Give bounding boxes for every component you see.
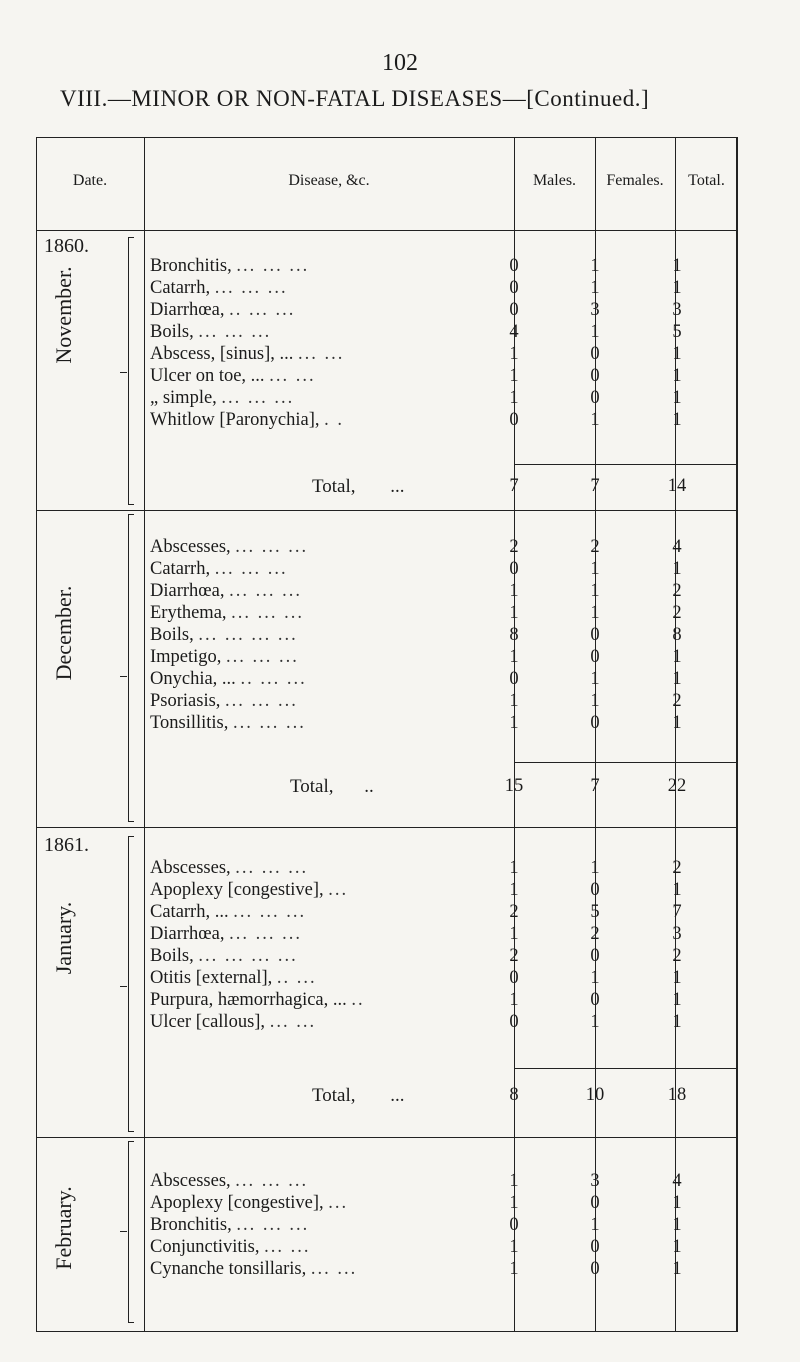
females-value: 0 bbox=[590, 946, 600, 966]
table-row bbox=[0, 278, 800, 300]
total-value: 1 bbox=[672, 1012, 682, 1032]
total-label: Total, ... bbox=[312, 476, 405, 497]
females-value: 1 bbox=[590, 603, 600, 623]
total-row bbox=[0, 476, 800, 498]
females-value: 3 bbox=[590, 300, 600, 320]
table-row bbox=[0, 990, 800, 1012]
males-value: 0 bbox=[509, 1012, 519, 1032]
year-label: 1861. bbox=[44, 834, 89, 856]
total-row bbox=[0, 1085, 800, 1107]
total-value: 4 bbox=[672, 537, 682, 557]
table-row bbox=[0, 410, 800, 432]
females-value: 0 bbox=[590, 1259, 600, 1279]
males-value: 1 bbox=[509, 990, 519, 1010]
males-value: 1 bbox=[509, 1171, 519, 1191]
table-row bbox=[0, 946, 800, 968]
total-value: 1 bbox=[672, 713, 682, 733]
disease-name: Psoriasis, ... ... ... bbox=[150, 691, 298, 711]
females-value: 3 bbox=[590, 1171, 600, 1191]
total-rule bbox=[514, 1068, 738, 1069]
females-value: 0 bbox=[590, 880, 600, 900]
disease-name: Tonsillitis, ... ... ... bbox=[150, 713, 306, 733]
disease-name: Abscesses, ... ... ... bbox=[150, 858, 309, 878]
males-value: 0 bbox=[509, 559, 519, 579]
table-row bbox=[0, 300, 800, 322]
table-row bbox=[0, 1215, 800, 1237]
disease-name: Catarrh, ... ... ... bbox=[150, 559, 288, 579]
males-value: 1 bbox=[509, 603, 519, 623]
month-label-november: November. bbox=[51, 266, 76, 364]
table-row bbox=[0, 603, 800, 625]
total-value: 1 bbox=[672, 344, 682, 364]
males-value: 1 bbox=[509, 647, 519, 667]
table-row bbox=[0, 388, 800, 410]
table-row bbox=[0, 669, 800, 691]
males-value: 0 bbox=[509, 410, 519, 430]
section-rule-november bbox=[36, 510, 738, 511]
males-value: 1 bbox=[509, 713, 519, 733]
total-value: 2 bbox=[672, 858, 682, 878]
table-row bbox=[0, 537, 800, 559]
females-value: 0 bbox=[590, 1237, 600, 1257]
males-value: 1 bbox=[509, 691, 519, 711]
disease-name: Otitis [external], .. ... bbox=[150, 968, 317, 988]
females-value: 1 bbox=[590, 256, 600, 276]
total-value: 1 bbox=[672, 669, 682, 689]
males-total: 15 bbox=[504, 776, 524, 796]
total-value: 1 bbox=[672, 559, 682, 579]
table-row bbox=[0, 1171, 800, 1193]
males-value: 2 bbox=[509, 946, 519, 966]
total-value: 4 bbox=[672, 1171, 682, 1191]
year-label: 1860. bbox=[44, 235, 89, 257]
females-value: 5 bbox=[590, 902, 600, 922]
males-value: 1 bbox=[509, 344, 519, 364]
total-value: 2 bbox=[672, 691, 682, 711]
disease-name: Conjunctivitis, ... ... bbox=[150, 1237, 311, 1257]
table-row bbox=[0, 713, 800, 735]
males-value: 1 bbox=[509, 924, 519, 944]
total-value: 7 bbox=[672, 902, 682, 922]
table-row bbox=[0, 1237, 800, 1259]
males-value: 2 bbox=[509, 902, 519, 922]
table-row bbox=[0, 858, 800, 880]
month-label-january: January. bbox=[51, 901, 76, 975]
disease-name: Ulcer on toe, ... ... ... bbox=[150, 366, 316, 386]
table-row bbox=[0, 968, 800, 990]
disease-name: Diarrhœa, ... ... ... bbox=[150, 924, 302, 944]
males-total: 8 bbox=[509, 1085, 519, 1105]
total-value: 1 bbox=[672, 278, 682, 298]
disease-name: Apoplexy [congestive], ... bbox=[150, 1193, 349, 1213]
disease-name: Abscesses, ... ... ... bbox=[150, 537, 309, 557]
total-value: 1 bbox=[672, 1193, 682, 1213]
total-value: 1 bbox=[672, 410, 682, 430]
month-label-december: December. bbox=[51, 585, 76, 681]
females-total: 7 bbox=[590, 776, 600, 796]
males-value: 1 bbox=[509, 1237, 519, 1257]
total-value: 3 bbox=[672, 300, 682, 320]
disease-name: Catarrh, ... ... ... ... bbox=[150, 902, 307, 922]
females-value: 1 bbox=[590, 581, 600, 601]
females-value: 1 bbox=[590, 1215, 600, 1235]
disease-name: „ simple, ... ... ... bbox=[150, 388, 295, 408]
males-value: 8 bbox=[509, 625, 519, 645]
females-value: 1 bbox=[590, 278, 600, 298]
females-value: 1 bbox=[590, 669, 600, 689]
total-rule bbox=[514, 762, 738, 763]
col-head-total: Total. bbox=[688, 172, 725, 189]
disease-name: Diarrhœa, .. ... ... bbox=[150, 300, 296, 320]
total-value: 3 bbox=[672, 924, 682, 944]
females-value: 1 bbox=[590, 968, 600, 988]
col-head-males: Males. bbox=[532, 172, 577, 189]
table-row bbox=[0, 559, 800, 581]
males-value: 0 bbox=[509, 278, 519, 298]
females-value: 0 bbox=[590, 388, 600, 408]
disease-name: Boils, ... ... ... ... bbox=[150, 625, 298, 645]
total-value: 1 bbox=[672, 1259, 682, 1279]
males-value: 1 bbox=[509, 858, 519, 878]
table-row bbox=[0, 625, 800, 647]
females-value: 1 bbox=[590, 559, 600, 579]
table-row bbox=[0, 1193, 800, 1215]
females-value: 0 bbox=[590, 1193, 600, 1213]
females-value: 1 bbox=[590, 691, 600, 711]
total-value: 1 bbox=[672, 366, 682, 386]
table-row bbox=[0, 924, 800, 946]
females-value: 0 bbox=[590, 990, 600, 1010]
total-value: 8 bbox=[672, 625, 682, 645]
table-row bbox=[0, 581, 800, 603]
disease-name: Impetigo, ... ... ... bbox=[150, 647, 299, 667]
females-value: 1 bbox=[590, 410, 600, 430]
total-value: 1 bbox=[672, 1237, 682, 1257]
disease-name: Cynanche tonsillaris, ... ... bbox=[150, 1259, 358, 1279]
table-row bbox=[0, 691, 800, 713]
males-value: 1 bbox=[509, 388, 519, 408]
females-value: 0 bbox=[590, 647, 600, 667]
total-value: 2 bbox=[672, 603, 682, 623]
grand-total: 14 bbox=[667, 476, 687, 496]
total-rule bbox=[514, 464, 738, 465]
males-value: 2 bbox=[509, 537, 519, 557]
disease-name: Bronchitis, ... ... ... bbox=[150, 256, 310, 276]
disease-name: Diarrhœa, ... ... ... bbox=[150, 581, 302, 601]
table-row bbox=[0, 322, 800, 344]
total-value: 1 bbox=[672, 647, 682, 667]
header-rule bbox=[36, 230, 738, 231]
disease-name: Onychia, ... .. ... ... bbox=[150, 669, 307, 689]
males-value: 0 bbox=[509, 968, 519, 988]
col-head-date: Date. bbox=[72, 172, 108, 189]
disease-name: Whitlow [Paronychia], . . bbox=[150, 410, 345, 430]
males-value: 0 bbox=[509, 300, 519, 320]
table-row bbox=[0, 366, 800, 388]
total-label: Total, .. bbox=[290, 776, 374, 797]
females-value: 2 bbox=[590, 537, 600, 557]
grand-total: 18 bbox=[667, 1085, 687, 1105]
grand-total: 22 bbox=[667, 776, 687, 796]
females-value: 0 bbox=[590, 625, 600, 645]
table-row bbox=[0, 1012, 800, 1034]
total-value: 1 bbox=[672, 1215, 682, 1235]
table-row bbox=[0, 256, 800, 278]
col-head-females: Females. bbox=[606, 172, 664, 189]
males-value: 0 bbox=[509, 1215, 519, 1235]
females-total: 10 bbox=[585, 1085, 605, 1105]
disease-name: Boils, ... ... ... bbox=[150, 322, 272, 342]
disease-name: Bronchitis, ... ... ... bbox=[150, 1215, 310, 1235]
total-row bbox=[0, 776, 800, 798]
females-value: 1 bbox=[590, 322, 600, 342]
males-total: 7 bbox=[509, 476, 519, 496]
disease-name: Apoplexy [congestive], ... bbox=[150, 880, 349, 900]
table-row bbox=[0, 880, 800, 902]
total-value: 1 bbox=[672, 880, 682, 900]
males-value: 1 bbox=[509, 581, 519, 601]
males-value: 0 bbox=[509, 669, 519, 689]
males-value: 1 bbox=[509, 366, 519, 386]
disease-name: Boils, ... ... ... ... bbox=[150, 946, 298, 966]
table-row bbox=[0, 647, 800, 669]
females-value: 1 bbox=[590, 1012, 600, 1032]
table-row bbox=[0, 1259, 800, 1281]
males-value: 4 bbox=[509, 322, 519, 342]
disease-name: Purpura, hæmorrhagica, ... .. bbox=[150, 990, 365, 1010]
section-rule-january bbox=[36, 1137, 738, 1138]
disease-name: Catarrh, ... ... ... bbox=[150, 278, 288, 298]
total-value: 2 bbox=[672, 581, 682, 601]
total-value: 1 bbox=[672, 990, 682, 1010]
page-number: 102 bbox=[382, 50, 418, 76]
disease-name: Erythema, ... ... ... bbox=[150, 603, 305, 623]
females-value: 0 bbox=[590, 344, 600, 364]
disease-name: Ulcer [callous], ... ... bbox=[150, 1012, 317, 1032]
col-head-disease: Disease, &c. bbox=[288, 172, 370, 189]
males-value: 0 bbox=[509, 256, 519, 276]
males-value: 1 bbox=[509, 1193, 519, 1213]
total-value: 2 bbox=[672, 946, 682, 966]
page-heading: VIII.—MINOR OR NON-FATAL DISEASES—[Continued.] bbox=[60, 86, 650, 111]
total-value: 1 bbox=[672, 256, 682, 276]
total-value: 1 bbox=[672, 388, 682, 408]
females-value: 1 bbox=[590, 858, 600, 878]
females-value: 0 bbox=[590, 713, 600, 733]
table-row bbox=[0, 902, 800, 924]
disease-name: Abscesses, ... ... ... bbox=[150, 1171, 309, 1191]
total-value: 5 bbox=[672, 322, 682, 342]
section-rule-december bbox=[36, 827, 738, 828]
table-row bbox=[0, 344, 800, 366]
disease-name: Abscess, [sinus], ... ... ... bbox=[150, 344, 345, 364]
total-label: Total, ... bbox=[312, 1085, 405, 1106]
females-value: 0 bbox=[590, 366, 600, 386]
males-value: 1 bbox=[509, 880, 519, 900]
month-label-february: February. bbox=[51, 1186, 76, 1270]
females-total: 7 bbox=[590, 476, 600, 496]
males-value: 1 bbox=[509, 1259, 519, 1279]
females-value: 2 bbox=[590, 924, 600, 944]
total-value: 1 bbox=[672, 968, 682, 988]
